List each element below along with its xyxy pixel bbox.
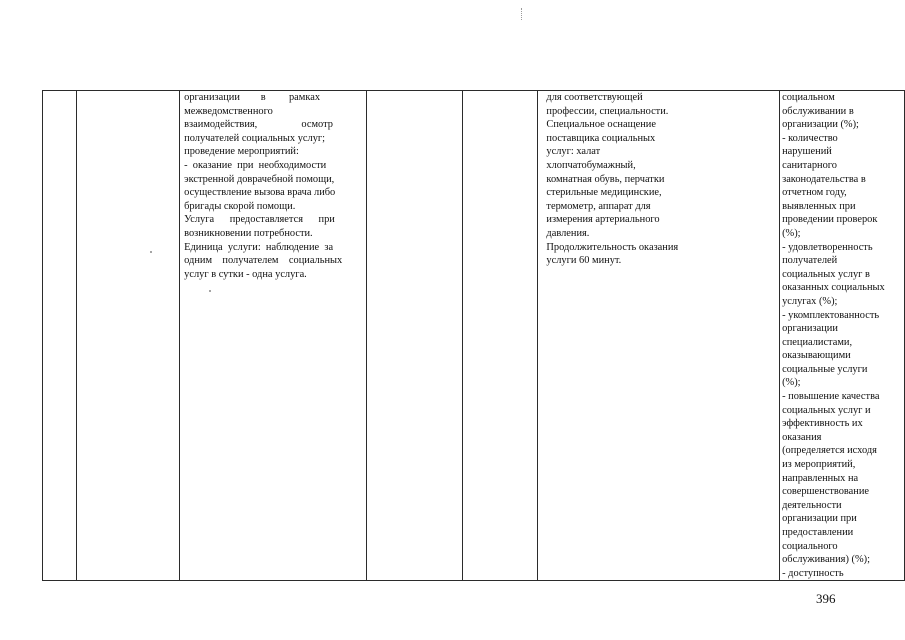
table-cell-2 [76, 91, 179, 581]
quality-indicators-cell [780, 91, 905, 581]
scan-dots [521, 8, 523, 20]
table-row [43, 91, 905, 581]
service-conditions-text: для соответствующей профессии, специальности. Специальное оснащение поставщика социальных услуг: халат хлопчатобумажный, комнатная обувь, перчатки стерильные медицинские, термометр, аппарат для измерения артериального давления. Продолжительность оказания услуги 60 минут. [546, 92, 679, 267]
service-description-cell [180, 91, 366, 581]
table-cell-4 [366, 91, 462, 581]
page-number: 396 [816, 591, 836, 606]
quality-indicators-text: социальном обслуживании в организации (%); - количество нарушений санитарного законодательства в отчетном году, выявленных при проведении проверок (%); - удовлетворенность получателей социальных услуг в оказанных социальных услугах (%); - укомплектованность организации специалистами, оказывающими социальные услуги (%); - повышение качества социальных услуг и эффективность их оказания (определяется исходя из мероприятий, направленных на совершенствование деятельности организации при предоставлении социального обслуживания) (%); - доступность [782, 92, 885, 579]
service-conditions-cell [538, 91, 780, 581]
table-cell-1 [43, 91, 77, 581]
service-description-text: организации в рамках межведомственного взаимодействия, осмотр получателей социальных услуг; проведение мероприятий: - оказание при необходимости экстренной доврачебной помощи, осуществление вызова врача либо бригады скорой помощи. Услуга предоставляется при возникновении потребности. Единица услуги: наблюдение за одним получателем социальных услуг в сутки - одна услуга. [184, 92, 343, 280]
services-table [42, 90, 905, 581]
table-cell-5 [462, 91, 538, 581]
